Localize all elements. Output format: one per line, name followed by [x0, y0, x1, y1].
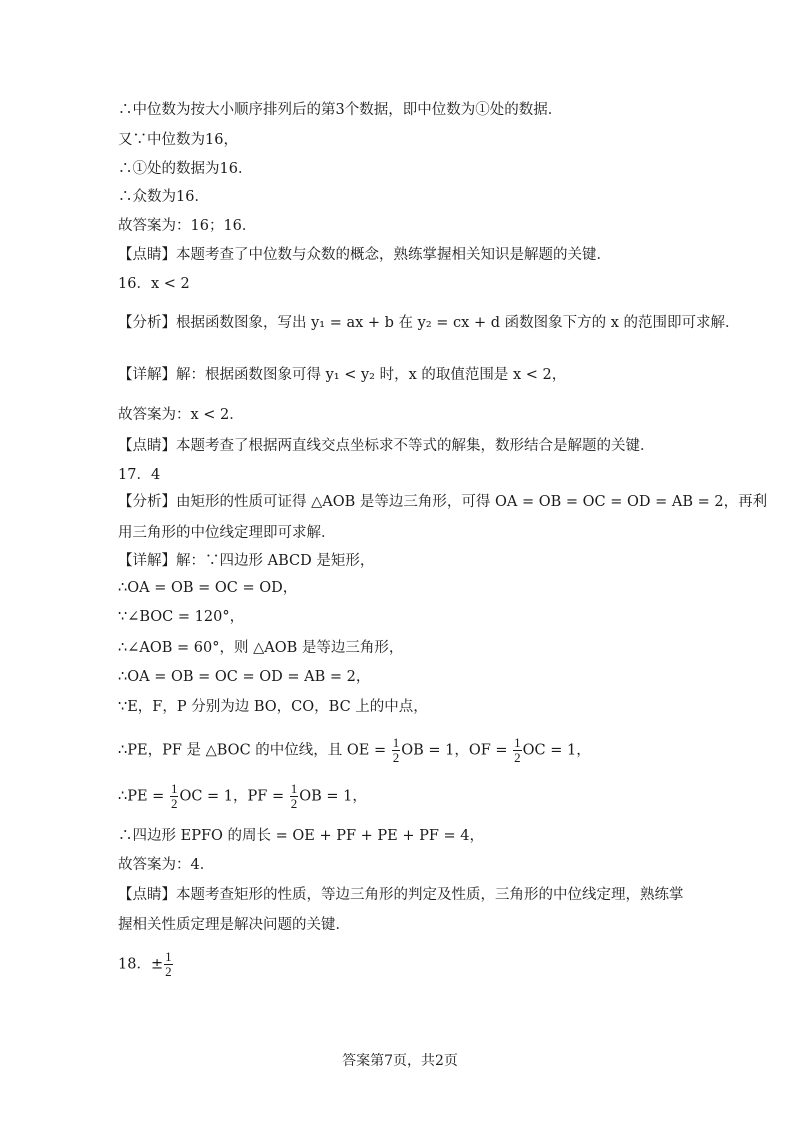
- text-line: 【分析】根据函数图象，写出 y₁ = ax + b 在 y₂ = cx + d 函数图象下方的 x 的范围即可求解．: [118, 315, 740, 331]
- text-segment: ∴PE =: [118, 788, 169, 805]
- text-line: 【详解】解：根据函数图象可得 y₁ < y₂ 时，x 的取值范围是 x < 2，: [118, 367, 567, 383]
- text-line: 【点睛】本题考查了根据两直线交点坐标求不等式的解集，数形结合是解题的关键．: [118, 438, 655, 454]
- text-line: 故答案为：4．: [118, 857, 215, 873]
- text-segment: OB = 1，: [299, 788, 367, 805]
- fraction-denominator: 2: [514, 750, 521, 765]
- fraction-denominator: 2: [165, 964, 172, 979]
- fraction-numerator: 1: [170, 781, 178, 796]
- page-footer: 答案第7页，共2页: [342, 1053, 458, 1069]
- fraction-denominator: 2: [290, 796, 298, 811]
- fraction: [290, 782, 299, 811]
- text-line: ∴众数为16．: [118, 189, 209, 205]
- question-number: [118, 950, 174, 979]
- text-segment: ∴PE，PF 是 △BOC 的中位线，且 OE =: [118, 742, 391, 759]
- text-line: 【点睛】本题考查了中位数与众数的概念，熟练掌握相关知识是解题的关键．: [118, 247, 611, 263]
- fraction: [513, 736, 522, 765]
- fraction-numerator: 1: [290, 781, 298, 796]
- text-segment: OB = 1，OF =: [401, 742, 513, 759]
- fraction-denominator: 2: [170, 796, 178, 811]
- text-line: ∴OA = OB = OC = OD，: [118, 580, 298, 596]
- fraction-numerator: 1: [514, 735, 521, 750]
- text-line: 用三角形的中位线定理即可求解．: [118, 525, 336, 541]
- text-line: [118, 736, 591, 765]
- text-line: 握相关性质定理是解决问题的关键．: [118, 917, 350, 933]
- text-line: ∴①处的数据为16．: [118, 161, 253, 177]
- fraction: [164, 950, 173, 979]
- fraction: [392, 736, 401, 765]
- fraction-numerator: 1: [392, 735, 400, 750]
- text-line: 故答案为：x < 2．: [118, 407, 244, 423]
- fraction: [170, 782, 179, 811]
- fraction-denominator: 2: [392, 750, 400, 765]
- text-segment: OC = 1，PF =: [179, 788, 289, 805]
- text-line: [118, 782, 367, 811]
- text-line: 【分析】由矩形的性质可证得 △AOB 是等边三角形，可得 OA = OB = OC = OD = AB = 2，再利: [118, 494, 768, 510]
- text-line: 又∵中位数为16，: [118, 132, 238, 148]
- text-line: 故答案为：16；16．: [118, 218, 257, 234]
- text-line: ∴中位数为按大小顺序排列后的第3个数据，即中位数为①处的数据．: [118, 102, 563, 118]
- text-line: ∴∠AOB = 60°，则 △AOB 是等边三角形，: [118, 640, 404, 656]
- question-number: 17．4: [118, 467, 161, 483]
- question-number: 16．x < 2: [118, 276, 190, 292]
- text-line: ∴四边形 EPFO 的周长 = OE + PF + PE + PF = 4，: [118, 828, 485, 844]
- text-segment: OC = 1，: [522, 742, 591, 759]
- text-line: ∵∠BOC = 120°，: [118, 609, 245, 625]
- text-line: 【详解】解：∵四边形 ABCD 是矩形，: [118, 553, 375, 569]
- text-segment: 18．±: [118, 956, 164, 973]
- text-line: ∵E，F，P 分别为边 BO，CO，BC 上的中点，: [118, 699, 428, 715]
- text-line: 【点睛】本题考查矩形的性质，等边三角形的判定及性质，三角形的中位线定理，熟练掌: [118, 887, 684, 903]
- text-line: ∴OA = OB = OC = OD = AB = 2，: [118, 669, 371, 685]
- fraction-numerator: 1: [165, 949, 172, 964]
